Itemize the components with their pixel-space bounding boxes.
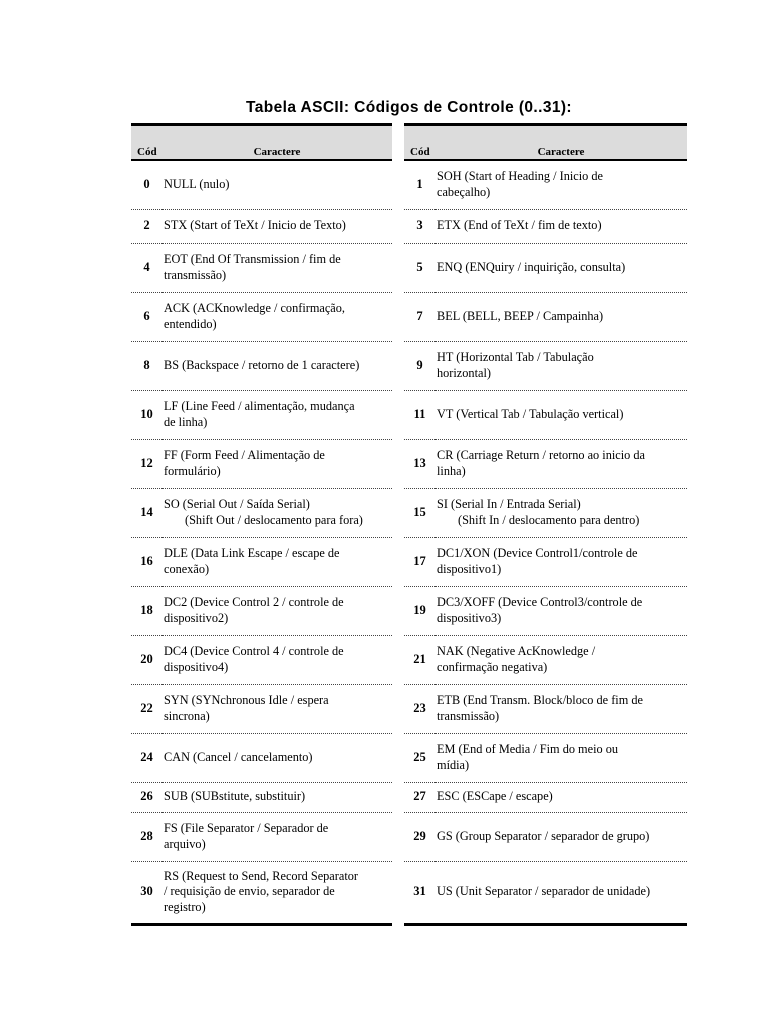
description-line: arquivo): [164, 836, 206, 851]
control-character-description: [435, 537, 687, 586]
description-line: NULL (nulo): [164, 177, 230, 191]
description-line: (Shift In / deslocamento para dentro): [458, 512, 640, 527]
table-row: [131, 160, 392, 209]
description-line: ETB (End Transm. Block/bloco de fim de: [437, 693, 643, 707]
description-line: horizontal): [437, 365, 491, 380]
table-row: [404, 390, 687, 439]
table-row: [131, 341, 392, 390]
description-line: FF (Form Feed / Alimentação de: [164, 448, 325, 462]
description-line: EM (End of Media / Fim do meio ou: [437, 742, 619, 756]
table-row: [131, 861, 392, 924]
description-line: transmissão): [437, 708, 500, 723]
description-line: DLE (Data Link Escape / escape de: [164, 546, 340, 560]
control-character-description: [435, 684, 687, 733]
description-line: FS (File Separator / Separador de: [164, 821, 329, 835]
table-row: [131, 733, 392, 782]
description-line: EOT (End Of Transmission / fim de: [164, 252, 341, 266]
control-code: 12: [131, 439, 162, 488]
control-character-description: [162, 292, 392, 341]
description-line: (Shift Out / deslocamento para fora): [185, 512, 363, 527]
control-character-description: [162, 488, 392, 537]
table-header-row: [404, 125, 687, 161]
control-code: 5: [404, 243, 435, 292]
control-character-description: [162, 812, 392, 861]
control-character-description: [435, 209, 687, 243]
control-code: 13: [404, 439, 435, 488]
control-character-description: [435, 439, 687, 488]
control-character-description: [162, 733, 392, 782]
table-row: [404, 160, 687, 209]
control-character-description: [435, 243, 687, 292]
control-character-description: [162, 635, 392, 684]
control-code: 25: [404, 733, 435, 782]
description-line: dispositivo4): [164, 659, 229, 674]
control-code: 18: [131, 586, 162, 635]
table-row: [131, 390, 392, 439]
table-row: [404, 733, 687, 782]
table-row: [131, 243, 392, 292]
description-line: SI (Serial In / Entrada Serial): [437, 497, 581, 511]
table-row: [131, 209, 392, 243]
description-line: ENQ (ENQuiry / inquirição, consulta): [437, 259, 626, 274]
description-line: dispositivo2): [164, 610, 229, 625]
control-code: 8: [131, 341, 162, 390]
table-row: [131, 684, 392, 733]
description-line: SYN (SYNchronous Idle / espera: [164, 693, 329, 707]
description-line: dispositivo3): [437, 610, 502, 625]
table-row: [404, 861, 687, 924]
description-line: mídia): [437, 757, 470, 772]
table-row: [404, 635, 687, 684]
table-row: [404, 537, 687, 586]
control-code: 30: [140, 884, 153, 899]
control-code: 19: [404, 586, 435, 635]
column-header-character: Caractere: [435, 125, 687, 161]
description-line: RS (Request to Send, Record Separator: [164, 868, 358, 883]
control-code: 1: [404, 160, 435, 209]
description-line: SO (Serial Out / Saída Serial): [164, 497, 310, 511]
description-line: CR (Carriage Return / retorno ao inicio da: [437, 448, 645, 462]
description-line: dispositivo1): [437, 561, 502, 576]
control-code: 16: [131, 537, 162, 586]
control-character-description: [435, 160, 687, 209]
table-row: [131, 292, 392, 341]
control-character-description: [162, 341, 392, 390]
description-line: formulário): [164, 463, 221, 478]
control-code: 17: [404, 537, 435, 586]
table-row: [131, 488, 392, 537]
description-line: SUB (SUBstitute, substituir): [164, 789, 306, 804]
control-character-description: [435, 390, 687, 439]
control-character-description: [162, 537, 392, 586]
control-code: 26: [131, 782, 162, 812]
table-row: [404, 292, 687, 341]
control-code: 7: [404, 292, 435, 341]
description-line: HT (Horizontal Tab / Tabulação: [437, 350, 594, 364]
control-code: 29: [404, 812, 435, 861]
table-row: [404, 488, 687, 537]
control-code: 4: [131, 243, 162, 292]
description-line: BEL (BELL, BEEP / Campainha): [437, 308, 604, 323]
table-row: [404, 782, 687, 812]
description-line: BS (Backspace / retorno de 1 caractere): [164, 357, 360, 372]
table-row: [131, 439, 392, 488]
description-line: conexão): [164, 561, 210, 576]
control-code: 27: [404, 782, 435, 812]
control-character-description: [162, 782, 392, 812]
table-row: [131, 812, 392, 861]
description-line: NAK (Negative AcKnowledge /: [437, 644, 596, 658]
description-line: ACK (ACKnowledge / confirmação,: [164, 301, 345, 315]
description-line: US (Unit Separator / separador de unidade): [437, 884, 651, 899]
description-line: transmissão): [164, 267, 227, 282]
control-character-description: [162, 684, 392, 733]
control-character-description: [435, 586, 687, 635]
control-code: 22: [131, 684, 162, 733]
description-line: cabeçalho): [437, 184, 491, 199]
control-character-description: [435, 488, 687, 537]
table-row: [404, 341, 687, 390]
ascii-table-right: [404, 123, 687, 926]
control-character-description: [162, 390, 392, 439]
column-header-code: Cód: [404, 125, 435, 161]
description-line: DC1/XON (Device Control1/controle de: [437, 546, 638, 560]
control-character-description: [162, 586, 392, 635]
table-row: [404, 586, 687, 635]
description-line: / requisição de envio, separador de: [164, 884, 335, 899]
control-code: 9: [404, 341, 435, 390]
control-code: 20: [131, 635, 162, 684]
control-code: 2: [131, 209, 162, 243]
description-line: DC4 (Device Control 4 / controle de: [164, 644, 344, 658]
control-character-description: [162, 439, 392, 488]
control-character-description: [162, 160, 392, 209]
table-row: [131, 782, 392, 812]
description-line: confirmação negativa): [437, 659, 548, 674]
description-line: registro): [164, 899, 206, 914]
table-row: [404, 684, 687, 733]
control-code: 28: [131, 812, 162, 861]
description-line: LF (Line Feed / alimentação, mudança: [164, 399, 355, 413]
control-code: 3: [404, 209, 435, 243]
control-code: 14: [131, 488, 162, 537]
table-row: [404, 209, 687, 243]
description-line: entendido): [164, 316, 217, 331]
control-code: 23: [404, 684, 435, 733]
description-line: STX (Start of TeXt / Inicio de Texto): [164, 218, 346, 233]
description-line: GS (Group Separator / separador de grupo): [437, 828, 650, 843]
description-line: SOH (Start of Heading / Inicio de: [437, 169, 603, 184]
control-character-description: [162, 243, 392, 292]
table-row: [131, 635, 392, 684]
control-code: 0: [131, 160, 162, 209]
table-row: [404, 439, 687, 488]
control-code: 15: [404, 488, 435, 537]
control-code: 31: [413, 884, 426, 899]
control-character-description: [435, 861, 687, 924]
description-line: DC2 (Device Control 2 / controle de: [164, 595, 344, 609]
table-header-row: [131, 125, 392, 161]
control-code: 6: [131, 292, 162, 341]
description-line: VT (Vertical Tab / Tabulação vertical): [437, 406, 624, 421]
ascii-table-left: [131, 123, 392, 926]
control-character-description: [435, 341, 687, 390]
description-line: CAN (Cancel / cancelamento): [164, 749, 313, 764]
description-line: ESC (ESCape / escape): [437, 789, 553, 804]
column-header-character: Caractere: [162, 125, 392, 161]
control-character-description: [435, 292, 687, 341]
control-character-description: [162, 209, 392, 243]
description-line: linha): [437, 463, 466, 478]
control-code: 21: [404, 635, 435, 684]
control-character-description: [435, 782, 687, 812]
description-line: sincrona): [164, 708, 210, 723]
column-header-code: Cód: [131, 125, 162, 161]
description-line: ETX (End of TeXt / fim de texto): [437, 218, 602, 233]
control-code: 10: [131, 390, 162, 439]
control-code: 11: [404, 390, 435, 439]
description-line: DC3/XOFF (Device Control3/controle de: [437, 595, 643, 609]
table-row: [131, 586, 392, 635]
control-character-description: [435, 635, 687, 684]
control-character-description: [435, 812, 687, 861]
table-row: [404, 243, 687, 292]
table-row: [404, 812, 687, 861]
control-character-description: [435, 733, 687, 782]
control-character-description: [162, 861, 392, 924]
control-code: 24: [131, 733, 162, 782]
table-row: [131, 537, 392, 586]
description-line: de linha): [164, 414, 208, 429]
page-title: Tabela ASCII: Códigos de Controle (0..31):: [246, 99, 572, 116]
